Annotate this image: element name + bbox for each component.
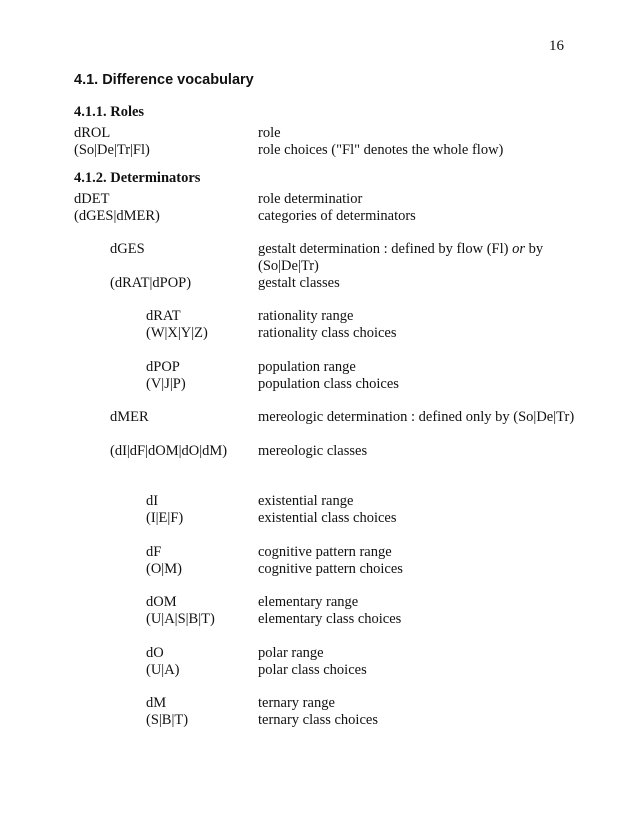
section-title: 4.1. Difference vocabulary <box>74 72 254 88</box>
term-df: dF <box>146 544 162 560</box>
term-di: dI <box>146 493 159 509</box>
desc-om: cognitive pattern choices <box>258 561 403 577</box>
term-ua: (U|A) <box>146 662 180 678</box>
desc-dpop: population range <box>258 359 356 375</box>
term-drat: dRAT <box>146 308 181 324</box>
desc-sbt: ternary class choices <box>258 712 378 728</box>
term-ddet: dDET <box>74 191 110 207</box>
desc-role-choices: role choices ("Fl" denotes the whole flow) <box>258 142 504 158</box>
desc-dges-dmer: categories of determinators <box>258 208 416 224</box>
term-mereologic-classes: (dI|dF|dOM|dO|dM) <box>110 443 228 459</box>
term-vjp: (V|J|P) <box>146 376 186 392</box>
desc-di: existential range <box>258 493 354 509</box>
desc-dges-or: or <box>512 241 525 257</box>
term-role-choices: (So|De|Tr|Fl) <box>74 142 150 158</box>
desc-ddet: role determinatior <box>258 191 363 207</box>
desc-df: cognitive pattern range <box>258 544 392 560</box>
term-dom: dOM <box>146 594 177 610</box>
term-ief: (I|E|F) <box>146 510 184 526</box>
desc-do: polar range <box>258 645 324 661</box>
term-dpop: dPOP <box>146 359 180 375</box>
desc-wxyz: rationality class choices <box>258 325 397 341</box>
desc-dges <box>258 241 578 275</box>
term-drat-dpop: (dRAT|dPOP) <box>110 275 192 291</box>
term-wxyz: (W|X|Y|Z) <box>146 325 208 341</box>
desc-dmer: mereologic determination : defined only by (So|De|Tr) <box>258 409 575 425</box>
desc-drat: rationality range <box>258 308 354 324</box>
term-sbt: (S|B|T) <box>146 712 189 728</box>
desc-drol: role <box>258 125 281 141</box>
desc-ief: existential class choices <box>258 510 397 526</box>
desc-drat-dpop: gestalt classes <box>258 275 340 291</box>
desc-dom: elementary range <box>258 594 359 610</box>
roles-heading: 4.1.1. Roles <box>74 104 145 120</box>
desc-dges-part1: gestalt determination : defined by flow (Fl) <box>258 241 513 257</box>
term-uasbt: (U|A|S|B|T) <box>146 611 215 627</box>
term-do: dO <box>146 645 164 661</box>
page-number: 16 <box>549 38 564 54</box>
desc-dm: ternary range <box>258 695 335 711</box>
desc-uasbt: elementary class choices <box>258 611 402 627</box>
desc-mereologic-classes: mereologic classes <box>258 443 368 459</box>
desc-dges-part2: by (So|De|Tr) <box>258 241 544 274</box>
term-dm: dM <box>146 695 167 711</box>
desc-vjp: population class choices <box>258 376 399 392</box>
term-dges: dGES <box>110 241 145 257</box>
desc-ua: polar class choices <box>258 662 367 678</box>
term-dmer: dMER <box>110 409 149 425</box>
term-om: (O|M) <box>146 561 182 577</box>
determinators-heading: 4.1.2. Determinators <box>74 170 201 186</box>
term-dges-dmer: (dGES|dMER) <box>74 208 160 224</box>
term-drol: dROL <box>74 125 111 141</box>
